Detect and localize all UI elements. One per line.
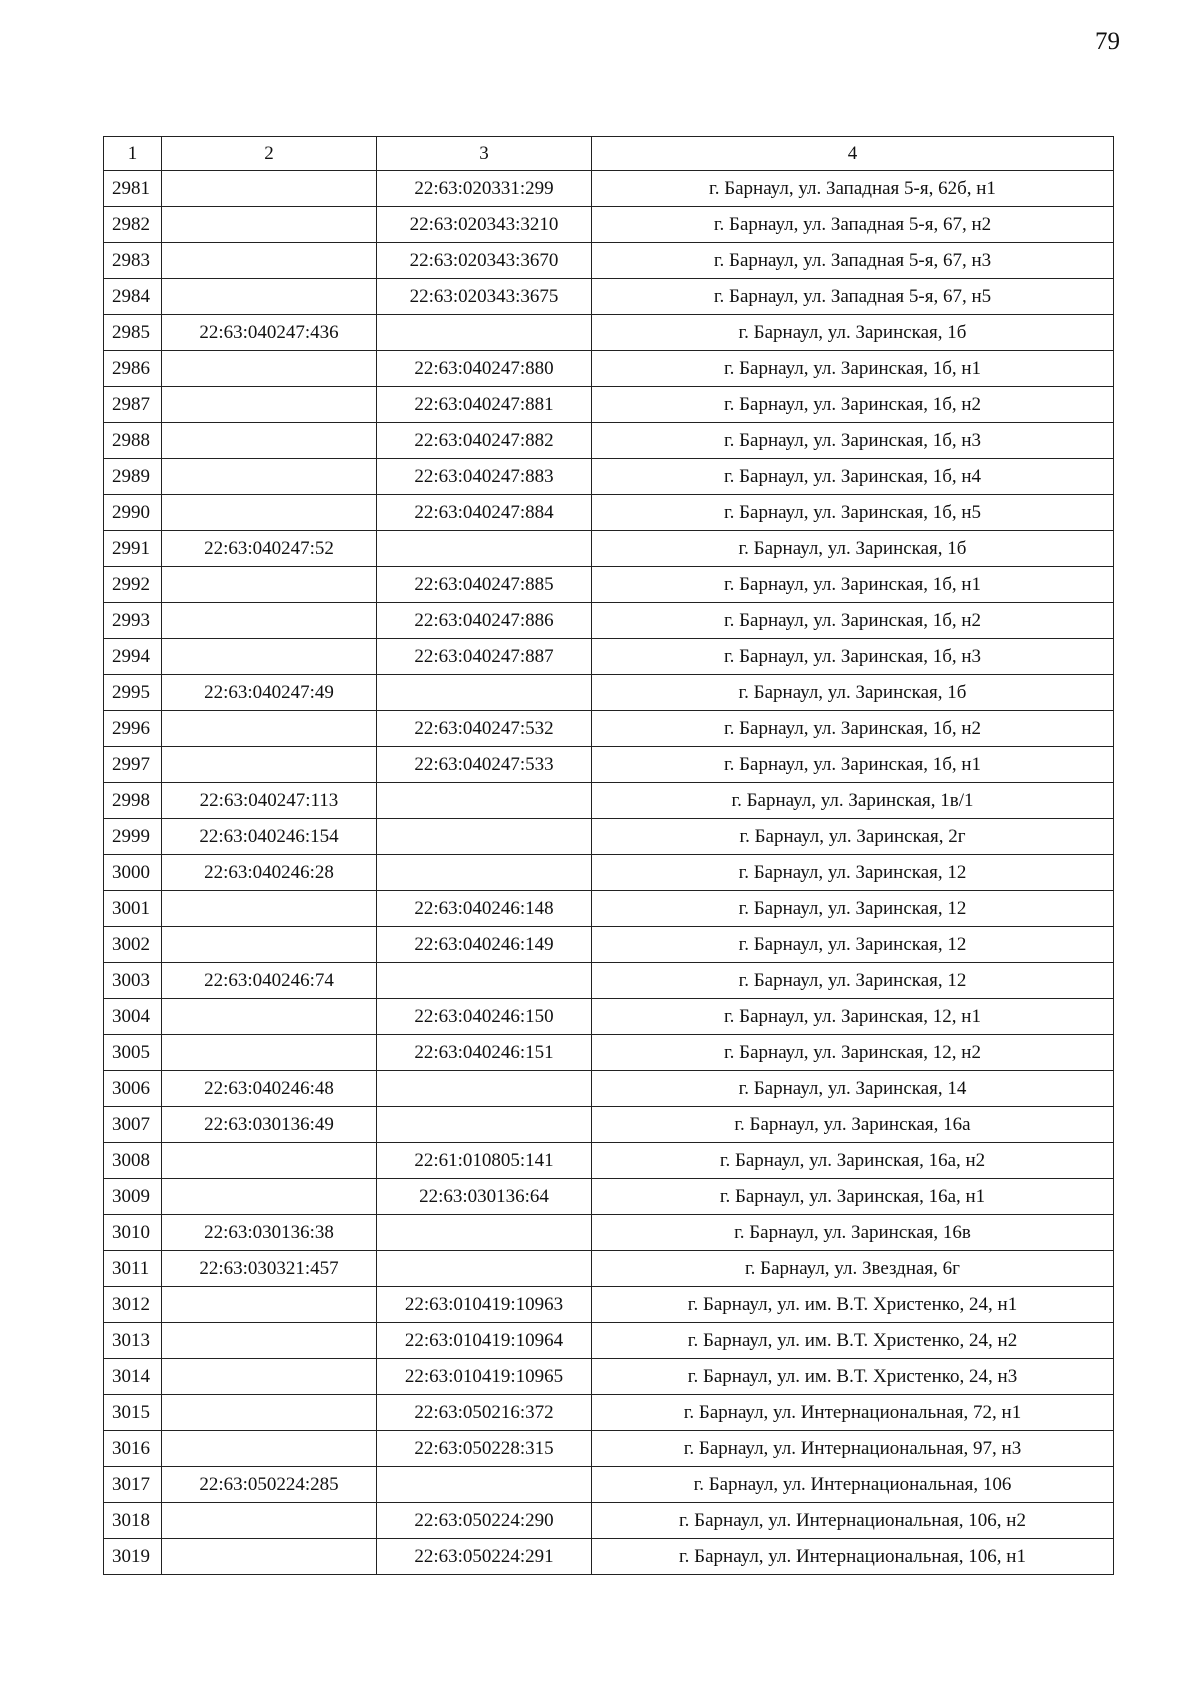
- table-row: [104, 963, 1114, 999]
- row-number-cell: 3000: [104, 855, 162, 891]
- row-number-cell: 2994: [104, 639, 162, 675]
- row-number-cell: 2986: [104, 351, 162, 387]
- address-cell: г. Барнаул, ул. Заринская, 1б: [592, 315, 1114, 351]
- address-cell: г. Барнаул, ул. Интернациональная, 97, н3: [592, 1431, 1114, 1467]
- row-number-cell: 2984: [104, 279, 162, 315]
- address-cell: г. Барнаул, ул. им. В.Т. Христенко, 24, н2: [592, 1323, 1114, 1359]
- registry-table: [103, 136, 1114, 1575]
- row-number-cell: 3008: [104, 1143, 162, 1179]
- building-number-cell: 22:63:040246:150: [377, 999, 592, 1035]
- address-cell: г. Барнаул, ул. им. В.Т. Христенко, 24, н3: [592, 1359, 1114, 1395]
- parcel-number-cell: [162, 1359, 377, 1395]
- building-number-cell: [377, 531, 592, 567]
- address-cell: г. Барнаул, ул. Заринская, 1б, н1: [592, 747, 1114, 783]
- table-row: [104, 459, 1114, 495]
- address-cell: г. Барнаул, ул. Интернациональная, 72, н1: [592, 1395, 1114, 1431]
- table-row: [104, 819, 1114, 855]
- address-cell: г. Барнаул, ул. Заринская, 1б, н3: [592, 423, 1114, 459]
- table-row: [104, 1395, 1114, 1431]
- address-cell: г. Барнаул, ул. Заринская, 1б: [592, 675, 1114, 711]
- building-number-cell: 22:63:040247:884: [377, 495, 592, 531]
- building-number-cell: 22:63:020331:299: [377, 171, 592, 207]
- row-number-cell: 2983: [104, 243, 162, 279]
- parcel-number-cell: 22:63:040247:49: [162, 675, 377, 711]
- address-cell: г. Барнаул, ул. Заринская, 1б, н5: [592, 495, 1114, 531]
- column-header-1: 1: [104, 137, 162, 171]
- table-row: [104, 891, 1114, 927]
- row-number-cell: 3018: [104, 1503, 162, 1539]
- row-number-cell: 3019: [104, 1539, 162, 1575]
- table-row: [104, 747, 1114, 783]
- row-number-cell: 3006: [104, 1071, 162, 1107]
- parcel-number-cell: [162, 1035, 377, 1071]
- parcel-number-cell: 22:63:040246:154: [162, 819, 377, 855]
- building-number-cell: 22:63:040247:882: [377, 423, 592, 459]
- parcel-number-cell: [162, 1539, 377, 1575]
- row-number-cell: 3016: [104, 1431, 162, 1467]
- row-number-cell: 2991: [104, 531, 162, 567]
- parcel-number-cell: [162, 279, 377, 315]
- table-row: [104, 315, 1114, 351]
- parcel-number-cell: [162, 603, 377, 639]
- row-number-cell: 2996: [104, 711, 162, 747]
- table-row: [104, 639, 1114, 675]
- row-number-cell: 3001: [104, 891, 162, 927]
- parcel-number-cell: [162, 711, 377, 747]
- address-cell: г. Барнаул, ул. Западная 5-я, 67, н3: [592, 243, 1114, 279]
- building-number-cell: 22:63:040247:880: [377, 351, 592, 387]
- building-number-cell: 22:63:030136:64: [377, 1179, 592, 1215]
- building-number-cell: 22:63:010419:10963: [377, 1287, 592, 1323]
- address-cell: г. Барнаул, ул. Заринская, 1б, н1: [592, 567, 1114, 603]
- row-number-cell: 3010: [104, 1215, 162, 1251]
- building-number-cell: 22:63:040247:887: [377, 639, 592, 675]
- parcel-number-cell: 22:63:040247:113: [162, 783, 377, 819]
- row-number-cell: 3004: [104, 999, 162, 1035]
- address-cell: г. Барнаул, ул. им. В.Т. Христенко, 24, н1: [592, 1287, 1114, 1323]
- row-number-cell: 2992: [104, 567, 162, 603]
- table-row: [104, 999, 1114, 1035]
- row-number-cell: 2981: [104, 171, 162, 207]
- table-row: [104, 1107, 1114, 1143]
- row-number-cell: 3012: [104, 1287, 162, 1323]
- row-number-cell: 2989: [104, 459, 162, 495]
- building-number-cell: [377, 1467, 592, 1503]
- row-number-cell: 3015: [104, 1395, 162, 1431]
- row-number-cell: 2997: [104, 747, 162, 783]
- parcel-number-cell: [162, 747, 377, 783]
- building-number-cell: 22:63:050216:372: [377, 1395, 592, 1431]
- column-header-3: 3: [377, 137, 592, 171]
- row-number-cell: 3014: [104, 1359, 162, 1395]
- address-cell: г. Барнаул, ул. Заринская, 1б, н2: [592, 387, 1114, 423]
- parcel-number-cell: [162, 351, 377, 387]
- table-row: [104, 1467, 1114, 1503]
- table-header-row: [104, 137, 1114, 171]
- row-number-cell: 3003: [104, 963, 162, 999]
- parcel-number-cell: [162, 423, 377, 459]
- table-row: [104, 387, 1114, 423]
- table-row: [104, 243, 1114, 279]
- page-number: 79: [1095, 28, 1120, 55]
- building-number-cell: 22:61:010805:141: [377, 1143, 592, 1179]
- building-number-cell: [377, 1215, 592, 1251]
- building-number-cell: [377, 1251, 592, 1287]
- parcel-number-cell: 22:63:030136:38: [162, 1215, 377, 1251]
- address-cell: г. Барнаул, ул. Интернациональная, 106, н2: [592, 1503, 1114, 1539]
- row-number-cell: 2982: [104, 207, 162, 243]
- row-number-cell: 2999: [104, 819, 162, 855]
- address-cell: г. Барнаул, ул. Западная 5-я, 67, н2: [592, 207, 1114, 243]
- row-number-cell: 3007: [104, 1107, 162, 1143]
- parcel-number-cell: 22:63:040247:52: [162, 531, 377, 567]
- table-row: [104, 531, 1114, 567]
- parcel-number-cell: [162, 207, 377, 243]
- row-number-cell: 2990: [104, 495, 162, 531]
- row-number-cell: 2987: [104, 387, 162, 423]
- building-number-cell: 22:63:020343:3670: [377, 243, 592, 279]
- building-number-cell: 22:63:040247:886: [377, 603, 592, 639]
- row-number-cell: 2988: [104, 423, 162, 459]
- address-cell: г. Барнаул, ул. Интернациональная, 106: [592, 1467, 1114, 1503]
- row-number-cell: 2998: [104, 783, 162, 819]
- address-cell: г. Барнаул, ул. Интернациональная, 106, н1: [592, 1539, 1114, 1575]
- address-cell: г. Барнаул, ул. Заринская, 16а, н1: [592, 1179, 1114, 1215]
- row-number-cell: 3005: [104, 1035, 162, 1071]
- building-number-cell: 22:63:040247:885: [377, 567, 592, 603]
- address-cell: г. Барнаул, ул. Звездная, 6г: [592, 1251, 1114, 1287]
- parcel-number-cell: [162, 1287, 377, 1323]
- table-row: [104, 1071, 1114, 1107]
- address-cell: г. Барнаул, ул. Западная 5-я, 62б, н1: [592, 171, 1114, 207]
- building-number-cell: 22:63:050228:315: [377, 1431, 592, 1467]
- building-number-cell: 22:63:010419:10964: [377, 1323, 592, 1359]
- parcel-number-cell: [162, 1143, 377, 1179]
- parcel-number-cell: [162, 1431, 377, 1467]
- parcel-number-cell: [162, 1395, 377, 1431]
- building-number-cell: [377, 963, 592, 999]
- table-row: [104, 855, 1114, 891]
- table-row: [104, 1287, 1114, 1323]
- row-number-cell: 3011: [104, 1251, 162, 1287]
- parcel-number-cell: [162, 459, 377, 495]
- address-cell: г. Барнаул, ул. Заринская, 2г: [592, 819, 1114, 855]
- address-cell: г. Барнаул, ул. Заринская, 12: [592, 927, 1114, 963]
- building-number-cell: 22:63:010419:10965: [377, 1359, 592, 1395]
- parcel-number-cell: [162, 927, 377, 963]
- table-row: [104, 1359, 1114, 1395]
- row-number-cell: 2993: [104, 603, 162, 639]
- building-number-cell: [377, 1071, 592, 1107]
- building-number-cell: 22:63:050224:290: [377, 1503, 592, 1539]
- parcel-number-cell: 22:63:040247:436: [162, 315, 377, 351]
- building-number-cell: [377, 783, 592, 819]
- parcel-number-cell: [162, 891, 377, 927]
- row-number-cell: 2995: [104, 675, 162, 711]
- parcel-number-cell: [162, 639, 377, 675]
- table-row: [104, 423, 1114, 459]
- building-number-cell: [377, 1107, 592, 1143]
- table-row: [104, 1431, 1114, 1467]
- address-cell: г. Барнаул, ул. Заринская, 16в: [592, 1215, 1114, 1251]
- column-header-4: 4: [592, 137, 1114, 171]
- address-cell: г. Барнаул, ул. Заринская, 12: [592, 891, 1114, 927]
- table-row: [104, 711, 1114, 747]
- table-row: [104, 171, 1114, 207]
- table-row: [104, 1215, 1114, 1251]
- building-number-cell: 22:63:040247:532: [377, 711, 592, 747]
- table-row: [104, 495, 1114, 531]
- parcel-number-cell: [162, 567, 377, 603]
- row-number-cell: 3009: [104, 1179, 162, 1215]
- building-number-cell: [377, 315, 592, 351]
- address-cell: г. Барнаул, ул. Западная 5-я, 67, н5: [592, 279, 1114, 315]
- parcel-number-cell: [162, 171, 377, 207]
- table-row: [104, 1251, 1114, 1287]
- address-cell: г. Барнаул, ул. Заринская, 12, н2: [592, 1035, 1114, 1071]
- table-row: [104, 1179, 1114, 1215]
- table-body: [104, 171, 1114, 1575]
- address-cell: г. Барнаул, ул. Заринская, 12, н1: [592, 999, 1114, 1035]
- table-row: [104, 1323, 1114, 1359]
- parcel-number-cell: [162, 1503, 377, 1539]
- parcel-number-cell: 22:63:040246:74: [162, 963, 377, 999]
- parcel-number-cell: [162, 243, 377, 279]
- parcel-number-cell: [162, 999, 377, 1035]
- table-row: [104, 603, 1114, 639]
- row-number-cell: 2985: [104, 315, 162, 351]
- address-cell: г. Барнаул, ул. Заринская, 12: [592, 855, 1114, 891]
- address-cell: г. Барнаул, ул. Заринская, 1б: [592, 531, 1114, 567]
- parcel-number-cell: 22:63:030136:49: [162, 1107, 377, 1143]
- parcel-number-cell: 22:63:030321:457: [162, 1251, 377, 1287]
- address-cell: г. Барнаул, ул. Заринская, 1в/1: [592, 783, 1114, 819]
- row-number-cell: 3002: [104, 927, 162, 963]
- address-cell: г. Барнаул, ул. Заринская, 14: [592, 1071, 1114, 1107]
- parcel-number-cell: [162, 1179, 377, 1215]
- table-row: [104, 567, 1114, 603]
- building-number-cell: 22:63:040247:883: [377, 459, 592, 495]
- table-row: [104, 675, 1114, 711]
- building-number-cell: 22:63:040246:151: [377, 1035, 592, 1071]
- address-cell: г. Барнаул, ул. Заринская, 1б, н2: [592, 711, 1114, 747]
- address-cell: г. Барнаул, ул. Заринская, 1б, н3: [592, 639, 1114, 675]
- parcel-number-cell: [162, 387, 377, 423]
- table-row: [104, 351, 1114, 387]
- table-row: [104, 279, 1114, 315]
- row-number-cell: 3017: [104, 1467, 162, 1503]
- table-row: [104, 1539, 1114, 1575]
- parcel-number-cell: 22:63:050224:285: [162, 1467, 377, 1503]
- table-row: [104, 783, 1114, 819]
- building-number-cell: 22:63:020343:3210: [377, 207, 592, 243]
- parcel-number-cell: [162, 495, 377, 531]
- table-row: [104, 1035, 1114, 1071]
- address-cell: г. Барнаул, ул. Заринская, 12: [592, 963, 1114, 999]
- address-cell: г. Барнаул, ул. Заринская, 16а, н2: [592, 1143, 1114, 1179]
- address-cell: г. Барнаул, ул. Заринская, 1б, н4: [592, 459, 1114, 495]
- building-number-cell: 22:63:040247:881: [377, 387, 592, 423]
- building-number-cell: 22:63:040246:149: [377, 927, 592, 963]
- parcel-number-cell: [162, 1323, 377, 1359]
- table-row: [104, 207, 1114, 243]
- address-cell: г. Барнаул, ул. Заринская, 1б, н1: [592, 351, 1114, 387]
- building-number-cell: 22:63:040247:533: [377, 747, 592, 783]
- building-number-cell: [377, 819, 592, 855]
- table-row: [104, 927, 1114, 963]
- address-cell: г. Барнаул, ул. Заринская, 16а: [592, 1107, 1114, 1143]
- column-header-2: 2: [162, 137, 377, 171]
- parcel-number-cell: 22:63:040246:48: [162, 1071, 377, 1107]
- building-number-cell: [377, 855, 592, 891]
- building-number-cell: 22:63:040246:148: [377, 891, 592, 927]
- table-row: [104, 1143, 1114, 1179]
- row-number-cell: 3013: [104, 1323, 162, 1359]
- parcel-number-cell: 22:63:040246:28: [162, 855, 377, 891]
- building-number-cell: [377, 675, 592, 711]
- building-number-cell: 22:63:050224:291: [377, 1539, 592, 1575]
- address-cell: г. Барнаул, ул. Заринская, 1б, н2: [592, 603, 1114, 639]
- building-number-cell: 22:63:020343:3675: [377, 279, 592, 315]
- table-row: [104, 1503, 1114, 1539]
